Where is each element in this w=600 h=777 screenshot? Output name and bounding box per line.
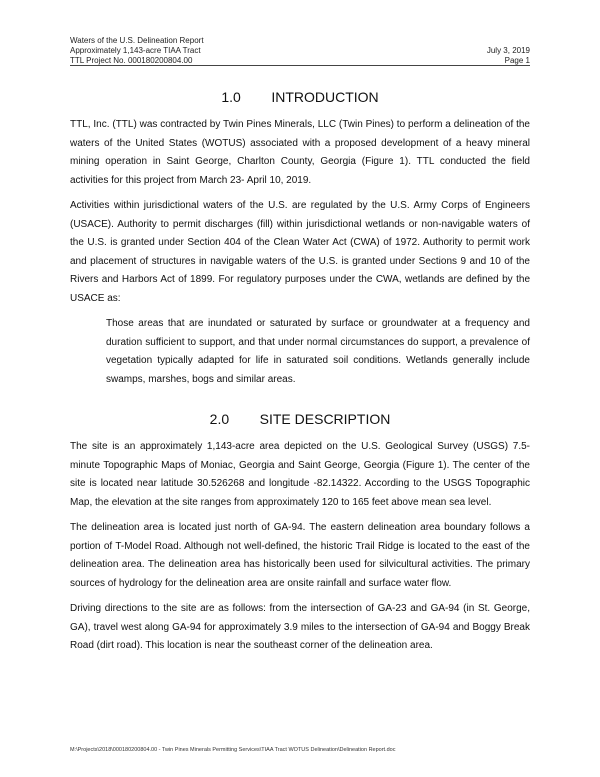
header-report-title: Waters of the U.S. Delineation Report bbox=[70, 36, 204, 45]
document-body bbox=[70, 88, 530, 663]
header-divider bbox=[70, 65, 530, 66]
header-tract-name: Approximately 1,143-acre TIAA Tract bbox=[70, 46, 201, 55]
header-date: July 3, 2019 bbox=[486, 46, 530, 55]
paragraph: The delineation area is located just north of GA-94. The eastern delineation area boundary follows a portion of T-Model Road. Although not well-defined, the historic Trail Ridge is located to the east of the delineation area. The delineation area has historically been used for silvicultural activities. The primary sources of hydrology for the delineation area are onsite rainfall and surface water flow. bbox=[70, 522, 530, 589]
section-number: 2.0 bbox=[209, 411, 230, 427]
header-row-1 bbox=[70, 36, 530, 46]
page-footer-file-path: M:\Projects\2018\000180200804.00 - Twin Pines Minerals Permitting Services\TIAA Tract WOTUS Delineation\Delineation Report.doc bbox=[70, 747, 396, 753]
paragraph: Driving directions to the site are as follows: from the intersection of GA-23 and GA-94 (in St. George, GA), travel west along GA-94 for approximately 3.9 miles to the intersection of GA-94 and Boggy Break Road (dirt road). This location is near the southeast corner of the delineation area. bbox=[70, 603, 530, 651]
section-spacer bbox=[70, 396, 530, 410]
paragraph: TTL, Inc. (TTL) was contracted by Twin Pines Minerals, LLC (Twin Pines) to perform a delineation of the waters of the United States (WOTUS) associated with a proposed development of a heavy mineral mining operation in Saint George, Charlton County, Georgia (Figure 1). TTL conducted the field activities for this project from March 23- April 10, 2019. bbox=[70, 119, 530, 186]
section-number: 1.0 bbox=[221, 89, 241, 105]
paragraph: The site is an approximately 1,143-acre area depicted on the U.S. Geological Survey (USGS) 7.5-minute Topographic Maps of Moniac, Georgia and Saint George, Georgia (Figure 1). The center of the site is located near latitude 30.526268 and longitude -82.14322. According to the USGS Topographic Map, the elevation at the site ranges from approximately 120 to 165 feet above mean sea level. bbox=[70, 441, 530, 508]
section-heading-introduction bbox=[70, 88, 530, 106]
page-header bbox=[70, 36, 530, 66]
header-project-number: TTL Project No. 000180200804.00 bbox=[70, 56, 193, 65]
paragraph: Activities within jurisdictional waters of the U.S. are regulated by the U.S. Army Corps of Engineers (USACE). Authority to permit discharges (fill) within jurisdictional wetlands or non-navigable waters of the U.S. is granted under Section 404 of the Clean Water Act (CWA) of 1972. Authority to permit work and placement of structures in navigable waters of the U.S. is granted under Sections 9 and 10 of the Rivers and Harbors Act of 1899. For regulatory purposes under the CWA, wetlands are defined by the USACE as: bbox=[70, 200, 530, 304]
section-heading-site-description bbox=[70, 410, 530, 428]
section-title: INTRODUCTION bbox=[271, 89, 379, 105]
section-title: SITE DESCRIPTION bbox=[259, 411, 391, 427]
wetland-definition-quote: Those areas that are inundated or saturated by surface or groundwater at a frequency and duration sufficient to support, and that under normal circumstances do support, a prevalence of vegetation typically adapted for life in saturated soil conditions. Wetlands generally include swamps, marshes, bogs and similar areas. bbox=[106, 318, 530, 385]
header-row-2 bbox=[70, 46, 530, 56]
header-page-number: Page 1 bbox=[504, 56, 530, 65]
